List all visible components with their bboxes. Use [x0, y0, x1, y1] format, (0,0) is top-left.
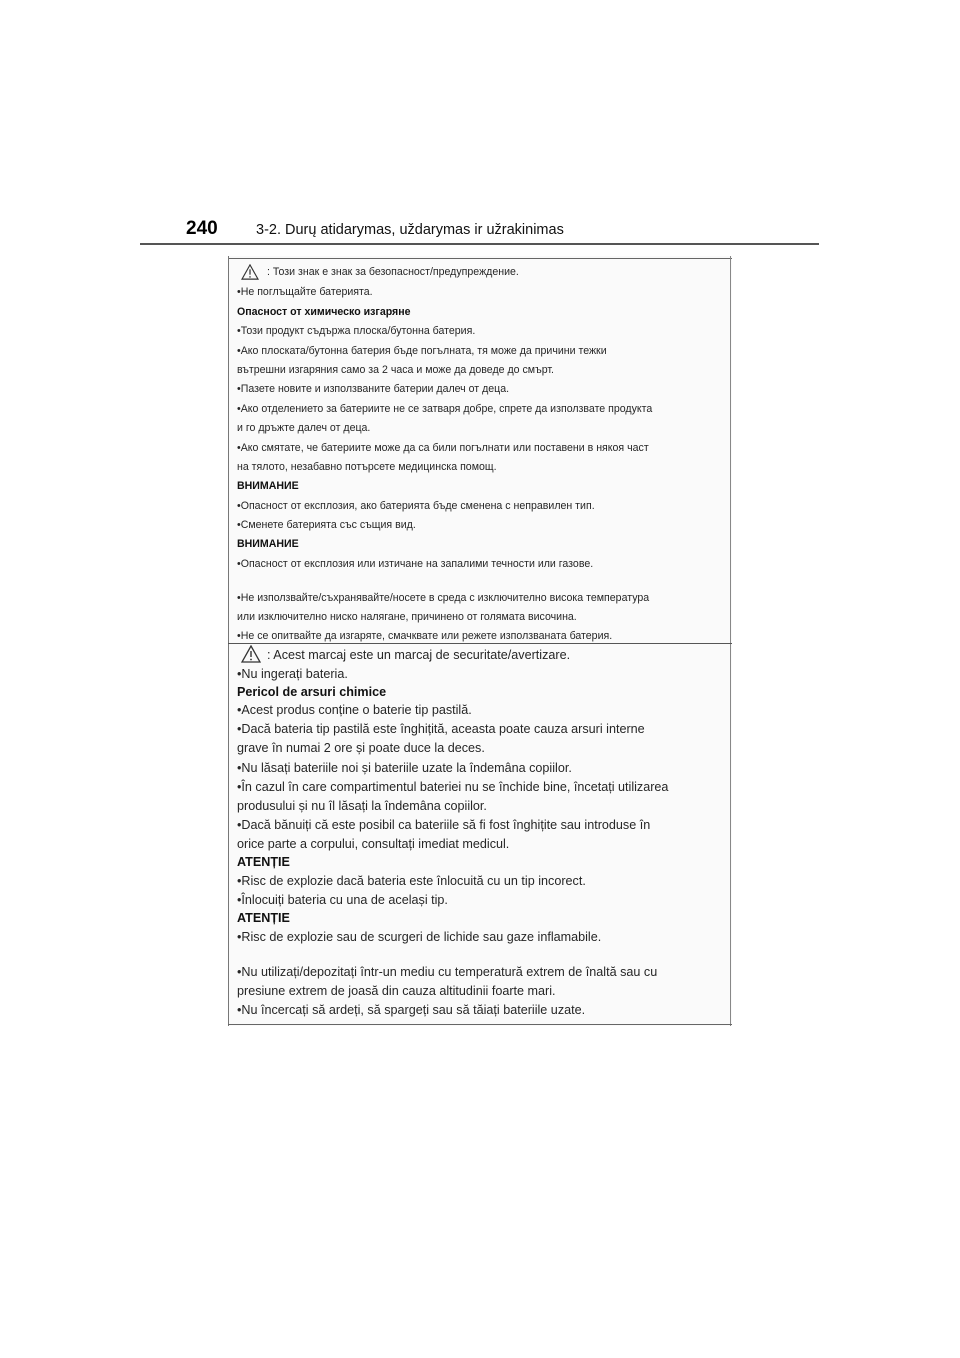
bg-heading: Опасност от химическо изгаряне [237, 306, 411, 318]
ro-line: •Risc de explozie dacă bateria este înlocuită cu un tip incorect. [237, 874, 586, 888]
bg-heading: ВНИМАНИЕ [237, 538, 299, 550]
bg-line: •Ако отделението за батериите не се затваря добре, спрете да използвате продукта [237, 403, 653, 415]
frame-bottom-border [228, 1024, 732, 1025]
section-title: 3-2. Durų atidarymas, uždarymas ir užrakinimas [256, 222, 564, 238]
bg-line: на тялото, незабавно потърсете медицинска помощ. [237, 461, 497, 473]
frame-left-border [228, 256, 229, 1026]
bg-line: •Пазете новите и използваните батерии далеч от деца. [237, 383, 510, 395]
romanian-warning-block [237, 643, 727, 1023]
ro-heading: ATENȚIE [237, 911, 290, 925]
bg-line: •Опасност от експлозия или изтичане на запалими течности или газове. [237, 558, 594, 570]
warning-triangle-icon [241, 645, 261, 663]
bg-line: •Ако смятате, че батериите може да са били погълнати или поставени в някоя част [237, 442, 649, 454]
bg-line: •Не поглъщайте батерията. [237, 286, 373, 298]
bg-line: •Не се опитвайте да изгаряте, смачквате или режете използваната батерия. [237, 630, 613, 642]
bg-line: •Не използвайте/съхранявайте/носете в среда с изключително висока температура [237, 592, 650, 604]
bg-line: •Сменете батерията със същия вид. [237, 519, 416, 531]
ro-warning-text: : Acest marcaj este un marcaj de securitate/avertizare. [267, 648, 571, 662]
ro-line: •Dacă bănuiți că este posibil ca bateriile să fi fost înghițite sau introduse în [237, 818, 651, 832]
bg-line: или изключително ниско налягане, причинено от голямата височина. [237, 611, 577, 623]
bg-line: •Този продукт съдържа плоска/бутонна батерия. [237, 325, 476, 337]
ro-line: •Dacă bateria tip pastilă este înghițită, aceasta poate cauza arsuri interne [237, 722, 645, 736]
ro-heading: ATENȚIE [237, 855, 290, 869]
warning-triangle-icon [241, 264, 259, 280]
frame-top-border [228, 258, 732, 259]
ro-line: grave în numai 2 ore și poate duce la deces. [237, 741, 485, 755]
bg-line: •Ако плоската/бутонна батерия бъде погълната, тя може да причини тежки [237, 345, 607, 357]
ro-line: •Înlocuiți bateria cu una de același tip. [237, 893, 448, 907]
bg-line: вътрешни изгаряния само за 2 часа и може да доведе до смърт. [237, 364, 554, 376]
bg-warning-text: : Този знак е знак за безопасност/предупреждение. [267, 266, 519, 278]
header-rule [140, 243, 819, 245]
ro-line: •Acest produs conține o baterie tip pastilă. [237, 703, 472, 717]
bg-line: •Опасност от експлозия, ако батерията бъде сменена с неправилен тип. [237, 500, 595, 512]
bulgarian-warning-block [237, 262, 727, 642]
bg-line: и го дръжте далеч от деца. [237, 422, 371, 434]
ro-line: presiune extrem de joasă din cauza altitudinii foarte mari. [237, 984, 556, 998]
ro-heading: Pericol de arsuri chimice [237, 685, 387, 699]
ro-warning-line [237, 648, 570, 662]
ro-line: •Nu ingerați bateria. [237, 667, 348, 681]
ro-line: •În cazul în care compartimentul bateriei nu se închide bine, încetați utilizarea [237, 780, 669, 794]
ro-line: •Nu încercați să ardeți, să spargeți sau să tăiați bateriile uzate. [237, 1003, 586, 1017]
ro-line: orice parte a corpului, consultați imediat medicul. [237, 837, 510, 851]
ro-line: •Risc de explozie sau de scurgeri de lichide sau gaze inflamabile. [237, 930, 602, 944]
ro-line: •Nu utilizați/depozitați într-un mediu cu temperatură extrem de înaltă sau cu [237, 965, 658, 979]
frame-right-border [730, 256, 731, 1026]
ro-line: •Nu lăsați bateriile noi și bateriile uzate la îndemâna copiilor. [237, 761, 572, 775]
bg-heading: ВНИМАНИЕ [237, 480, 299, 492]
ro-line: produsului și nu îl lăsați la îndemâna copiilor. [237, 799, 487, 813]
bg-warning-line [237, 266, 519, 278]
page-number: 240 [186, 218, 218, 239]
